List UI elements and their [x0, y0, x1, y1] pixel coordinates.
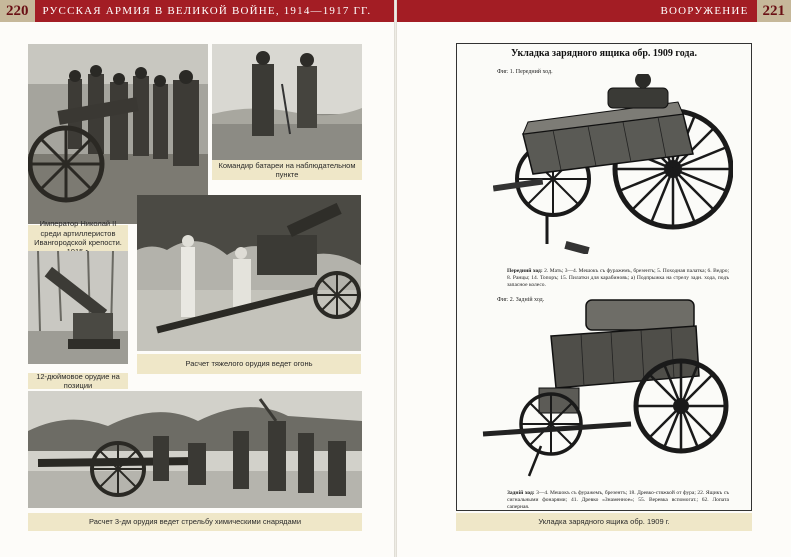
document-title: Укладка зарядного ящика обр. 1909 года. [510, 48, 697, 59]
fig2-label: Фиг. 2. Задній ход. [497, 297, 545, 303]
photo-chemical-shells [28, 391, 362, 508]
photo-heavy-gun-crew [137, 195, 361, 351]
caisson-diagram-document [456, 43, 752, 511]
right-running-title: ВООРУЖЕНИЕ [660, 5, 749, 17]
caption-emperor: среди артиллеристов Ивангородской крепости. [28, 225, 128, 251]
caption-caisson: Укладка зарядного ящика обр. 1909 г. [456, 513, 752, 531]
fig2-legend [507, 490, 729, 511]
left-running-header [0, 0, 394, 22]
right-running-header [397, 0, 791, 22]
fig2-rear-caisson-drawing [481, 296, 741, 481]
caption-chemical-shells: Расчет 3-дм орудия ведет стрельбу химическими снарядами [28, 513, 362, 531]
caption-heavy-gun: Расчет тяжелого орудия ведет огонь [137, 354, 361, 374]
photo-12inch-howitzer [28, 251, 128, 364]
caption-12inch-howitzer: 12-дюймовое орудие на позиции [28, 373, 128, 389]
photo-chemical-shells-image [28, 391, 362, 508]
photo-battery-commander [212, 44, 362, 160]
photo-12inch-howitzer-image [28, 251, 128, 364]
fig1-legend-head: Передний ход: [507, 268, 543, 274]
photo-heavy-gun-crew-image [137, 195, 361, 351]
caption-commander: Командир батареи на наблюдательном пункте [212, 160, 362, 180]
fig2-legend-body: 3—4. Мешокъ съ фуражемъ, брезентъ; 18. Древко-стяжкой от фура; 22. Ящикъ съ сигнальными фонарями; 41. Древко «Знаменное»; 55. Веревка вспомогат.; 62. Лопата саперная. [507, 490, 729, 511]
left-page-number: 220 [0, 0, 35, 22]
photo-battery-commander-image [212, 44, 362, 160]
fig1-legend-body: 2. Мать; 3—4. Мешокъ съ фуражемъ, брезентъ; 5. Походная палатка; 6. Ведро; 8. Ранцы; 14. Топоръ; 15. Пилатки для карабиновъ; а) Подпрыжка на стрелу задн. хода, подъ запасное колесо. [507, 268, 730, 289]
fig1-legend [507, 268, 729, 289]
fig1-front-limber-drawing [493, 74, 733, 254]
fig2-legend-head: Задній ход: [507, 490, 535, 496]
left-running-title: РУССКАЯ АРМИЯ В ВЕЛИКОЙ ВОЙНЕ, 1914—1917 ГГ. [42, 5, 372, 17]
fig1-label: Фиг. 1. Передний ход. [497, 69, 553, 75]
right-page-number: 221 [757, 0, 791, 22]
